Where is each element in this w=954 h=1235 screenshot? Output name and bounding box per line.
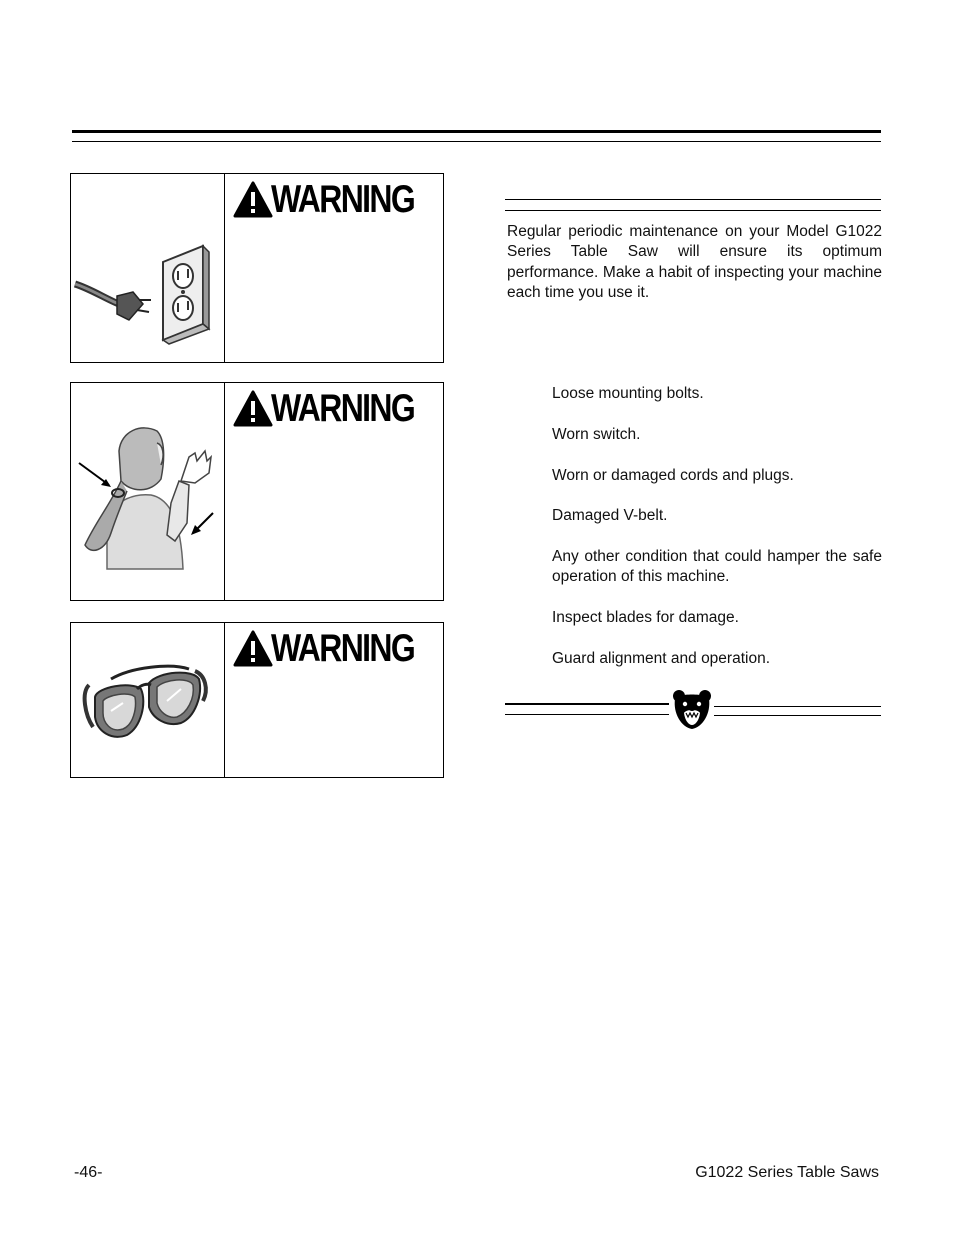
manual-title: G1022 Series Table Saws	[695, 1164, 879, 1181]
list-item: Any other condition that could hamper the safe operation of this machine.	[552, 548, 882, 586]
list-item: Inspect blades for damage.	[552, 609, 739, 627]
plug-outlet-icon	[71, 174, 225, 362]
divider-rule	[505, 714, 669, 715]
long-hair-loose-clothing-icon	[71, 383, 225, 600]
divider-rule	[714, 715, 881, 716]
list-item: Loose mounting bolts.	[552, 385, 704, 402]
page-number: -46-	[74, 1164, 103, 1181]
maintenance-intro: Regular periodic maintenance on your Model G1022 Series Table Saw will ensure its optimum performance. Make a habit of inspecting your machine each time you use it.	[507, 223, 882, 301]
list-item: Worn or damaged cords and plugs.	[552, 466, 794, 484]
divider-rule	[714, 706, 881, 707]
warning-box-unplug	[70, 173, 444, 363]
warning-triangle-icon	[233, 389, 273, 429]
list-item: Guard alignment and operation.	[552, 650, 771, 668]
list-item: Worn switch.	[552, 425, 641, 443]
warning-box-eye-protection	[70, 622, 444, 778]
warning-label	[233, 180, 441, 220]
warning-triangle-icon	[233, 180, 273, 220]
header-rule-thick	[72, 130, 881, 133]
divider-rule	[505, 703, 669, 705]
section-rule-top	[505, 199, 881, 200]
bear-logo-icon	[671, 689, 713, 731]
warning-triangle-icon	[233, 629, 273, 669]
warning-title: WARNING	[271, 178, 415, 221]
warning-title: WARNING	[271, 387, 415, 430]
header-rule-thin	[72, 141, 881, 142]
warning-title: WARNING	[271, 627, 415, 670]
safety-glasses-icon	[71, 623, 225, 777]
list-item: Damaged V-belt.	[552, 507, 668, 525]
section-rule-bottom	[505, 210, 881, 211]
inspection-list	[552, 384, 882, 690]
warning-label	[233, 389, 441, 429]
warning-box-clothing	[70, 382, 444, 601]
warning-label	[233, 629, 441, 669]
